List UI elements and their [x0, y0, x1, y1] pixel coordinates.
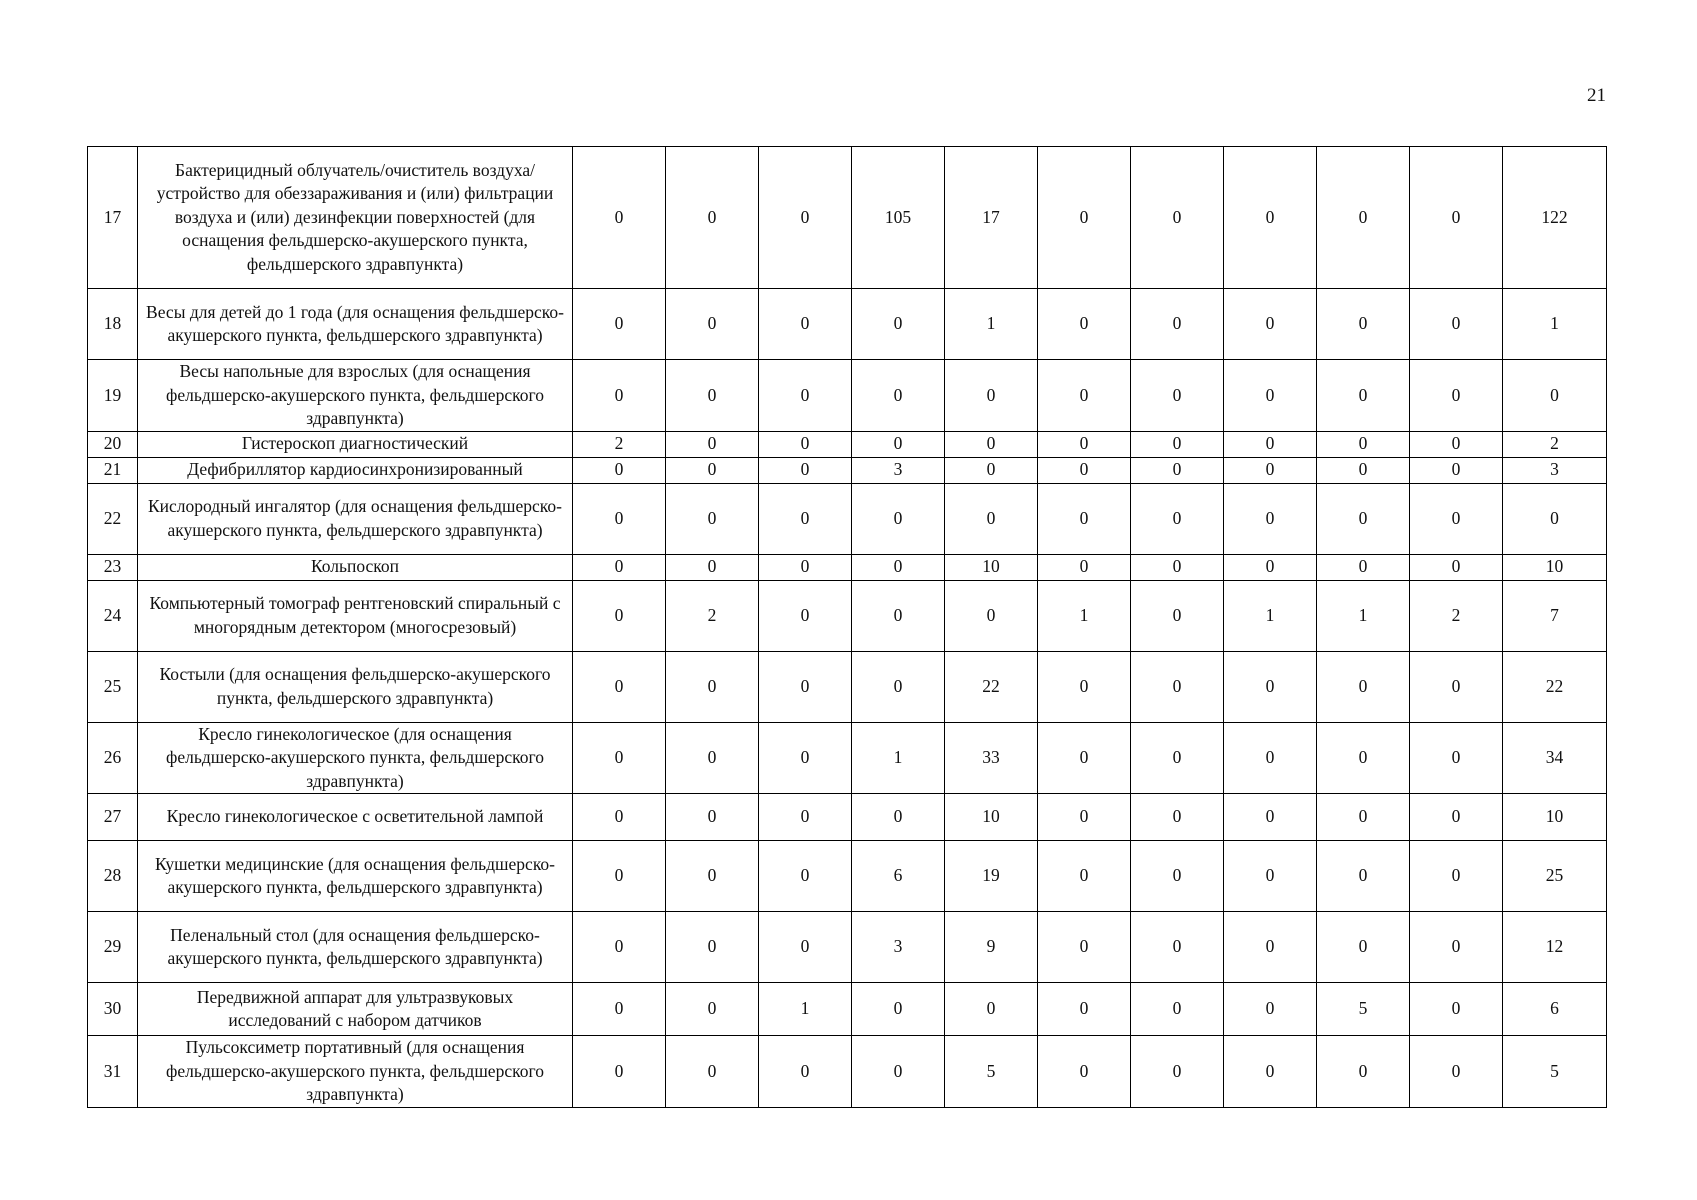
value-cell: 0: [1410, 651, 1503, 722]
value-cell: 0: [666, 983, 759, 1036]
value-cell: 0: [759, 483, 852, 554]
equipment-name-cell: Костыли (для оснащения фельдшерско-акушерского пункта, фельдшерского здравпункта): [138, 651, 573, 722]
table-row: [88, 651, 1607, 722]
value-cell: 0: [1038, 360, 1131, 432]
row-number-cell: 31: [88, 1036, 138, 1108]
row-number-cell: 30: [88, 983, 138, 1036]
value-cell: 0: [666, 794, 759, 841]
value-cell: 0: [1410, 483, 1503, 554]
value-cell: 0: [1131, 841, 1224, 912]
value-cell: 0: [573, 554, 666, 580]
value-cell: 0: [759, 147, 852, 289]
value-cell: 0: [852, 483, 945, 554]
value-cell: 0: [573, 580, 666, 651]
row-number-cell: 29: [88, 912, 138, 983]
total-cell: 5: [1503, 1036, 1607, 1108]
value-cell: 0: [666, 457, 759, 483]
value-cell: 0: [759, 1036, 852, 1108]
value-cell: 0: [759, 580, 852, 651]
value-cell: 0: [1224, 841, 1317, 912]
value-cell: 0: [852, 580, 945, 651]
row-number-cell: 18: [88, 289, 138, 360]
table-row: [88, 983, 1607, 1036]
table-row: [88, 722, 1607, 794]
value-cell: 0: [852, 554, 945, 580]
value-cell: 0: [759, 289, 852, 360]
value-cell: 0: [573, 289, 666, 360]
value-cell: 0: [1410, 841, 1503, 912]
value-cell: 0: [1317, 483, 1410, 554]
value-cell: 0: [759, 360, 852, 432]
total-cell: 2: [1503, 431, 1607, 457]
value-cell: 0: [573, 651, 666, 722]
value-cell: 6: [852, 841, 945, 912]
value-cell: 0: [759, 457, 852, 483]
value-cell: 0: [759, 912, 852, 983]
value-cell: 0: [1224, 1036, 1317, 1108]
equipment-name-cell: Кресло гинекологическое (для оснащения фельдшерско-акушерского пункта, фельдшерского здравпункта): [138, 722, 573, 794]
row-number-cell: 20: [88, 431, 138, 457]
value-cell: 0: [1317, 457, 1410, 483]
total-cell: 25: [1503, 841, 1607, 912]
total-cell: 122: [1503, 147, 1607, 289]
value-cell: 0: [666, 483, 759, 554]
total-cell: 7: [1503, 580, 1607, 651]
value-cell: 10: [945, 554, 1038, 580]
table-row: [88, 431, 1607, 457]
table-row: [88, 580, 1607, 651]
value-cell: 0: [1131, 483, 1224, 554]
value-cell: 0: [573, 483, 666, 554]
value-cell: 0: [1410, 722, 1503, 794]
table-row: [88, 912, 1607, 983]
value-cell: 0: [1038, 483, 1131, 554]
table-row: [88, 841, 1607, 912]
value-cell: 3: [852, 912, 945, 983]
value-cell: 0: [1317, 722, 1410, 794]
value-cell: 0: [1317, 431, 1410, 457]
total-cell: 10: [1503, 554, 1607, 580]
total-cell: 10: [1503, 794, 1607, 841]
value-cell: 0: [1131, 289, 1224, 360]
value-cell: 0: [666, 431, 759, 457]
value-cell: 0: [1131, 983, 1224, 1036]
value-cell: 0: [1038, 289, 1131, 360]
value-cell: 0: [1224, 431, 1317, 457]
value-cell: 0: [852, 360, 945, 432]
value-cell: 0: [1410, 983, 1503, 1036]
value-cell: 0: [759, 722, 852, 794]
value-cell: 0: [1224, 554, 1317, 580]
equipment-table: [87, 146, 1607, 1108]
value-cell: 0: [1317, 794, 1410, 841]
value-cell: 0: [1224, 722, 1317, 794]
value-cell: 0: [666, 651, 759, 722]
value-cell: 0: [1224, 651, 1317, 722]
equipment-name-cell: Гистероскоп диагностический: [138, 431, 573, 457]
value-cell: 0: [1224, 483, 1317, 554]
value-cell: 0: [759, 554, 852, 580]
value-cell: 0: [666, 722, 759, 794]
value-cell: 0: [1317, 651, 1410, 722]
value-cell: 0: [573, 360, 666, 432]
equipment-name-cell: Кольпоскоп: [138, 554, 573, 580]
value-cell: 0: [573, 147, 666, 289]
total-cell: 1: [1503, 289, 1607, 360]
value-cell: 0: [1038, 1036, 1131, 1108]
equipment-name-cell: Пульсоксиметр портативный (для оснащения фельдшерско-акушерского пункта, фельдшерского здравпункта): [138, 1036, 573, 1108]
value-cell: 0: [759, 651, 852, 722]
total-cell: 22: [1503, 651, 1607, 722]
equipment-name-cell: Весы для детей до 1 года (для оснащения фельдшерско-акушерского пункта, фельдшерского здравпункта): [138, 289, 573, 360]
value-cell: 0: [1038, 431, 1131, 457]
value-cell: 0: [666, 841, 759, 912]
total-cell: 0: [1503, 483, 1607, 554]
value-cell: 1: [852, 722, 945, 794]
value-cell: 0: [945, 431, 1038, 457]
value-cell: 0: [1224, 983, 1317, 1036]
value-cell: 0: [1224, 794, 1317, 841]
value-cell: 0: [1410, 457, 1503, 483]
value-cell: 0: [573, 794, 666, 841]
value-cell: 0: [945, 360, 1038, 432]
value-cell: 0: [852, 651, 945, 722]
row-number-cell: 24: [88, 580, 138, 651]
value-cell: 0: [1131, 651, 1224, 722]
value-cell: 0: [573, 722, 666, 794]
total-cell: 3: [1503, 457, 1607, 483]
value-cell: 1: [1038, 580, 1131, 651]
value-cell: 0: [1317, 841, 1410, 912]
total-cell: 34: [1503, 722, 1607, 794]
row-number-cell: 19: [88, 360, 138, 432]
row-number-cell: 22: [88, 483, 138, 554]
value-cell: 0: [1038, 651, 1131, 722]
value-cell: 0: [1317, 912, 1410, 983]
table-body: [88, 147, 1607, 1108]
table-row: [88, 457, 1607, 483]
value-cell: 2: [1410, 580, 1503, 651]
equipment-name-cell: Кушетки медицинские (для оснащения фельдшерско-акушерского пункта, фельдшерского здравпункта): [138, 841, 573, 912]
value-cell: 0: [1410, 289, 1503, 360]
value-cell: 0: [1131, 1036, 1224, 1108]
value-cell: 0: [1410, 912, 1503, 983]
value-cell: 2: [666, 580, 759, 651]
equipment-name-cell: Кислородный ингалятор (для оснащения фельдшерско-акушерского пункта, фельдшерского здравпункта): [138, 483, 573, 554]
value-cell: 0: [1038, 912, 1131, 983]
value-cell: 0: [1410, 147, 1503, 289]
value-cell: 0: [759, 794, 852, 841]
total-cell: 12: [1503, 912, 1607, 983]
value-cell: 0: [1224, 147, 1317, 289]
value-cell: 0: [945, 483, 1038, 554]
table-row: [88, 483, 1607, 554]
value-cell: 0: [1131, 722, 1224, 794]
value-cell: 0: [666, 289, 759, 360]
value-cell: 0: [666, 912, 759, 983]
value-cell: 0: [1038, 841, 1131, 912]
table-row: [88, 1036, 1607, 1108]
value-cell: 2: [573, 431, 666, 457]
equipment-name-cell: Кресло гинекологическое с осветительной лампой: [138, 794, 573, 841]
value-cell: 0: [573, 912, 666, 983]
row-number-cell: 25: [88, 651, 138, 722]
equipment-name-cell: Передвижной аппарат для ультразвуковых исследований с набором датчиков: [138, 983, 573, 1036]
value-cell: 0: [1038, 554, 1131, 580]
value-cell: 0: [759, 841, 852, 912]
value-cell: 0: [666, 1036, 759, 1108]
equipment-name-cell: Бактерицидный облучатель/очиститель воздуха/устройство для обеззараживания и (или) фильтрации воздуха и (или) дезинфекции поверхностей (для оснащения фельдшерско-акушерского пункта, фельдшерского здравпункта): [138, 147, 573, 289]
value-cell: 0: [573, 1036, 666, 1108]
value-cell: 0: [1317, 1036, 1410, 1108]
row-number-cell: 21: [88, 457, 138, 483]
value-cell: 1: [1317, 580, 1410, 651]
value-cell: 19: [945, 841, 1038, 912]
value-cell: 0: [1038, 794, 1131, 841]
table-row: [88, 360, 1607, 432]
value-cell: 0: [1410, 360, 1503, 432]
table-row: [88, 794, 1607, 841]
value-cell: 0: [1131, 912, 1224, 983]
value-cell: 0: [1131, 554, 1224, 580]
value-cell: 5: [945, 1036, 1038, 1108]
value-cell: 0: [1224, 360, 1317, 432]
value-cell: 9: [945, 912, 1038, 983]
value-cell: 0: [1131, 457, 1224, 483]
value-cell: 0: [666, 554, 759, 580]
value-cell: 0: [666, 360, 759, 432]
value-cell: 0: [573, 841, 666, 912]
value-cell: 0: [1410, 1036, 1503, 1108]
value-cell: 0: [1038, 722, 1131, 794]
value-cell: 0: [945, 983, 1038, 1036]
table-row: [88, 289, 1607, 360]
value-cell: 22: [945, 651, 1038, 722]
value-cell: 0: [1410, 794, 1503, 841]
value-cell: 33: [945, 722, 1038, 794]
value-cell: 0: [852, 983, 945, 1036]
value-cell: 0: [1317, 554, 1410, 580]
value-cell: 0: [1038, 147, 1131, 289]
equipment-name-cell: Пеленальный стол (для оснащения фельдшерско-акушерского пункта, фельдшерского здравпункта): [138, 912, 573, 983]
value-cell: 0: [945, 580, 1038, 651]
value-cell: 0: [1131, 360, 1224, 432]
value-cell: 0: [1131, 147, 1224, 289]
value-cell: 1: [945, 289, 1038, 360]
row-number-cell: 23: [88, 554, 138, 580]
value-cell: 0: [852, 794, 945, 841]
total-cell: 0: [1503, 360, 1607, 432]
value-cell: 0: [1224, 912, 1317, 983]
equipment-name-cell: Компьютерный томограф рентгеновский спиральный с многорядным детектором (многосрезовый): [138, 580, 573, 651]
value-cell: 0: [1038, 983, 1131, 1036]
value-cell: 0: [1131, 431, 1224, 457]
value-cell: 0: [945, 457, 1038, 483]
value-cell: 0: [1317, 147, 1410, 289]
row-number-cell: 26: [88, 722, 138, 794]
total-cell: 6: [1503, 983, 1607, 1036]
value-cell: 0: [1317, 360, 1410, 432]
equipment-name-cell: Весы напольные для взрослых (для оснащения фельдшерско-акушерского пункта, фельдшерского здравпункта): [138, 360, 573, 432]
value-cell: 0: [1410, 431, 1503, 457]
row-number-cell: 27: [88, 794, 138, 841]
value-cell: 0: [759, 431, 852, 457]
value-cell: 1: [1224, 580, 1317, 651]
table-row: [88, 554, 1607, 580]
value-cell: 105: [852, 147, 945, 289]
value-cell: 17: [945, 147, 1038, 289]
value-cell: 0: [1038, 457, 1131, 483]
value-cell: 0: [1224, 457, 1317, 483]
value-cell: 0: [852, 1036, 945, 1108]
page-number: 21: [1587, 85, 1606, 106]
value-cell: 3: [852, 457, 945, 483]
value-cell: 0: [852, 431, 945, 457]
value-cell: 0: [1131, 794, 1224, 841]
value-cell: 0: [1131, 580, 1224, 651]
row-number-cell: 28: [88, 841, 138, 912]
value-cell: 0: [1410, 554, 1503, 580]
value-cell: 0: [1224, 289, 1317, 360]
value-cell: 5: [1317, 983, 1410, 1036]
value-cell: 1: [759, 983, 852, 1036]
value-cell: 0: [573, 983, 666, 1036]
row-number-cell: 17: [88, 147, 138, 289]
value-cell: 0: [852, 289, 945, 360]
value-cell: 0: [666, 147, 759, 289]
table-row: [88, 147, 1607, 289]
equipment-name-cell: Дефибриллятор кардиосинхронизированный: [138, 457, 573, 483]
value-cell: 0: [1317, 289, 1410, 360]
value-cell: 0: [573, 457, 666, 483]
value-cell: 10: [945, 794, 1038, 841]
